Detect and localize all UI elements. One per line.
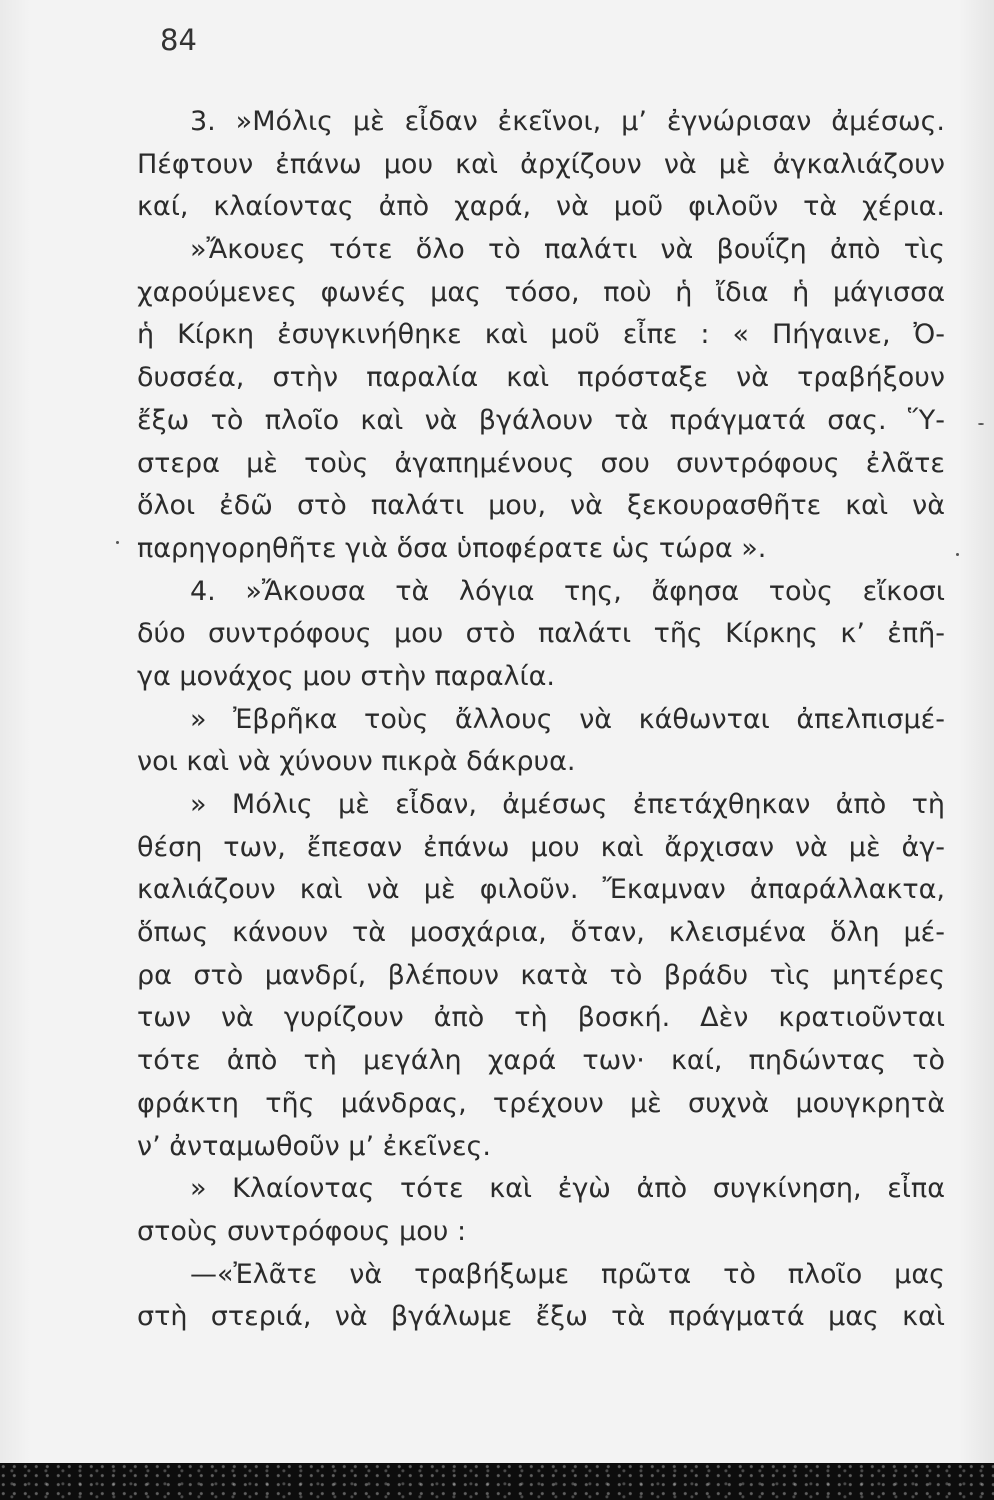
text-line: φράκτη τῆς μάνδρας, τρέχουν μὲ συχνὰ μουγκρητὰ bbox=[137, 1087, 945, 1119]
body-text bbox=[137, 101, 945, 1339]
text-line: ὅπως κάνουν τὰ μοσχάρια, ὅταν, κλεισμένα ὅλη μέ- bbox=[137, 917, 945, 949]
scan-speck bbox=[978, 423, 984, 425]
text-line: στοὺς συντρόφους μου : bbox=[137, 1215, 467, 1247]
text-line: »Ἄκουες τότε ὅλο τὸ παλάτι νὰ βουΐζη ἀπὸ τὶς bbox=[190, 234, 945, 266]
text-line: καλιάζουν καὶ νὰ μὲ φιλοῦν. Ἔκαμναν ἀπαράλλακτα, bbox=[137, 874, 945, 906]
text-line: ὅλοι ἐδῶ στὸ παλάτι μου, νὰ ξεκουρασθῆτε καὶ νὰ bbox=[137, 490, 945, 522]
text-line: » Κλαίοντας τότε καὶ ἐγὼ ἀπὸ συγκίνηση, εἶπα bbox=[190, 1173, 945, 1205]
text-line: δυσσέα, στὴν παραλία καὶ πρόσταξε νὰ τραβήξουν bbox=[137, 362, 945, 394]
text-line: Πέφτουν ἐπάνω μου καὶ ἀρχίζουν νὰ μὲ ἀγκαλιάζουν bbox=[137, 148, 945, 180]
text-line: 4. »Ἄκουσα τὰ λόγια της, ἄφησα τοὺς εἴκοσι bbox=[190, 575, 945, 607]
text-line: νοι καὶ νὰ χύνουν πικρὰ δάκρυα. bbox=[137, 746, 576, 778]
text-line: τότε ἀπὸ τὴ μεγάλη χαρά των· καί, πηδώντας τὸ bbox=[137, 1045, 945, 1077]
scan-edge bbox=[0, 1463, 994, 1500]
text-line: ἔξω τὸ πλοῖο καὶ νὰ βγάλουν τὰ πράγματά σας. Ὕ- bbox=[137, 404, 945, 436]
text-line: ν’ ἀνταμωθοῦν μ’ ἐκεῖνες. bbox=[137, 1130, 491, 1162]
text-line: » Ἐβρῆκα τοὺς ἄλλους νὰ κάθωνται ἀπελπισμέ- bbox=[190, 703, 945, 735]
text-line: χαρούμενες φωνές μας τόσο, ποὺ ἡ ἴδια ἡ μάγισσα bbox=[137, 276, 945, 308]
text-line: » Μόλις μὲ εἶδαν, ἀμέσως ἐπετάχθηκαν ἀπὸ τὴ bbox=[190, 789, 945, 820]
text-line: θέση των, ἔπεσαν ἐπάνω μου καὶ ἄρχισαν νὰ μὲ ἀγ- bbox=[137, 831, 945, 863]
text-line: στερα μὲ τοὺς ἀγαπημένους σου συντρόφους ἐλᾶτε bbox=[137, 447, 945, 479]
text-line: των νὰ γυρίζουν ἀπὸ τὴ βοσκή. Δὲν κρατιοῦνται bbox=[137, 1002, 945, 1034]
text-line: παρηγορηθῆτε γιὰ ὅσα ὑποφέρατε ὡς τώρα ». bbox=[137, 532, 767, 564]
page-number: 84 bbox=[160, 23, 197, 57]
text-line: γα μονάχος μου στὴν παραλία. bbox=[137, 660, 556, 692]
text-line: δύο συντρόφους μου στὸ παλάτι τῆς Κίρκης κ’ ἐπῆ- bbox=[137, 618, 945, 650]
text-line: —«Ἐλᾶτε νὰ τραβήξωμε πρῶτα τὸ πλοῖο μας bbox=[190, 1258, 945, 1290]
text-line: 3. »Μόλις μὲ εἶδαν ἐκεῖνοι, μ’ ἐγνώρισαν ἀμέσως. bbox=[190, 106, 945, 137]
scan-speck bbox=[116, 541, 119, 544]
scan-speck bbox=[956, 553, 959, 556]
text-line: ρα στὸ μανδρί, βλέπουν κατὰ τὸ βράδυ τὶς μητέρες bbox=[137, 959, 945, 991]
text-line: ἡ Κίρκη ἐσυγκινήθηκε καὶ μοῦ εἶπε : « Πήγαινε, Ὀ- bbox=[137, 319, 945, 351]
text-line: στὴ στεριά, νὰ βγάλωμε ἔξω τὰ πράγματά μας καὶ bbox=[137, 1301, 945, 1333]
text-line: καί, κλαίοντας ἀπὸ χαρά, νὰ μοῦ φιλοῦν τὰ χέρια. bbox=[137, 191, 945, 223]
